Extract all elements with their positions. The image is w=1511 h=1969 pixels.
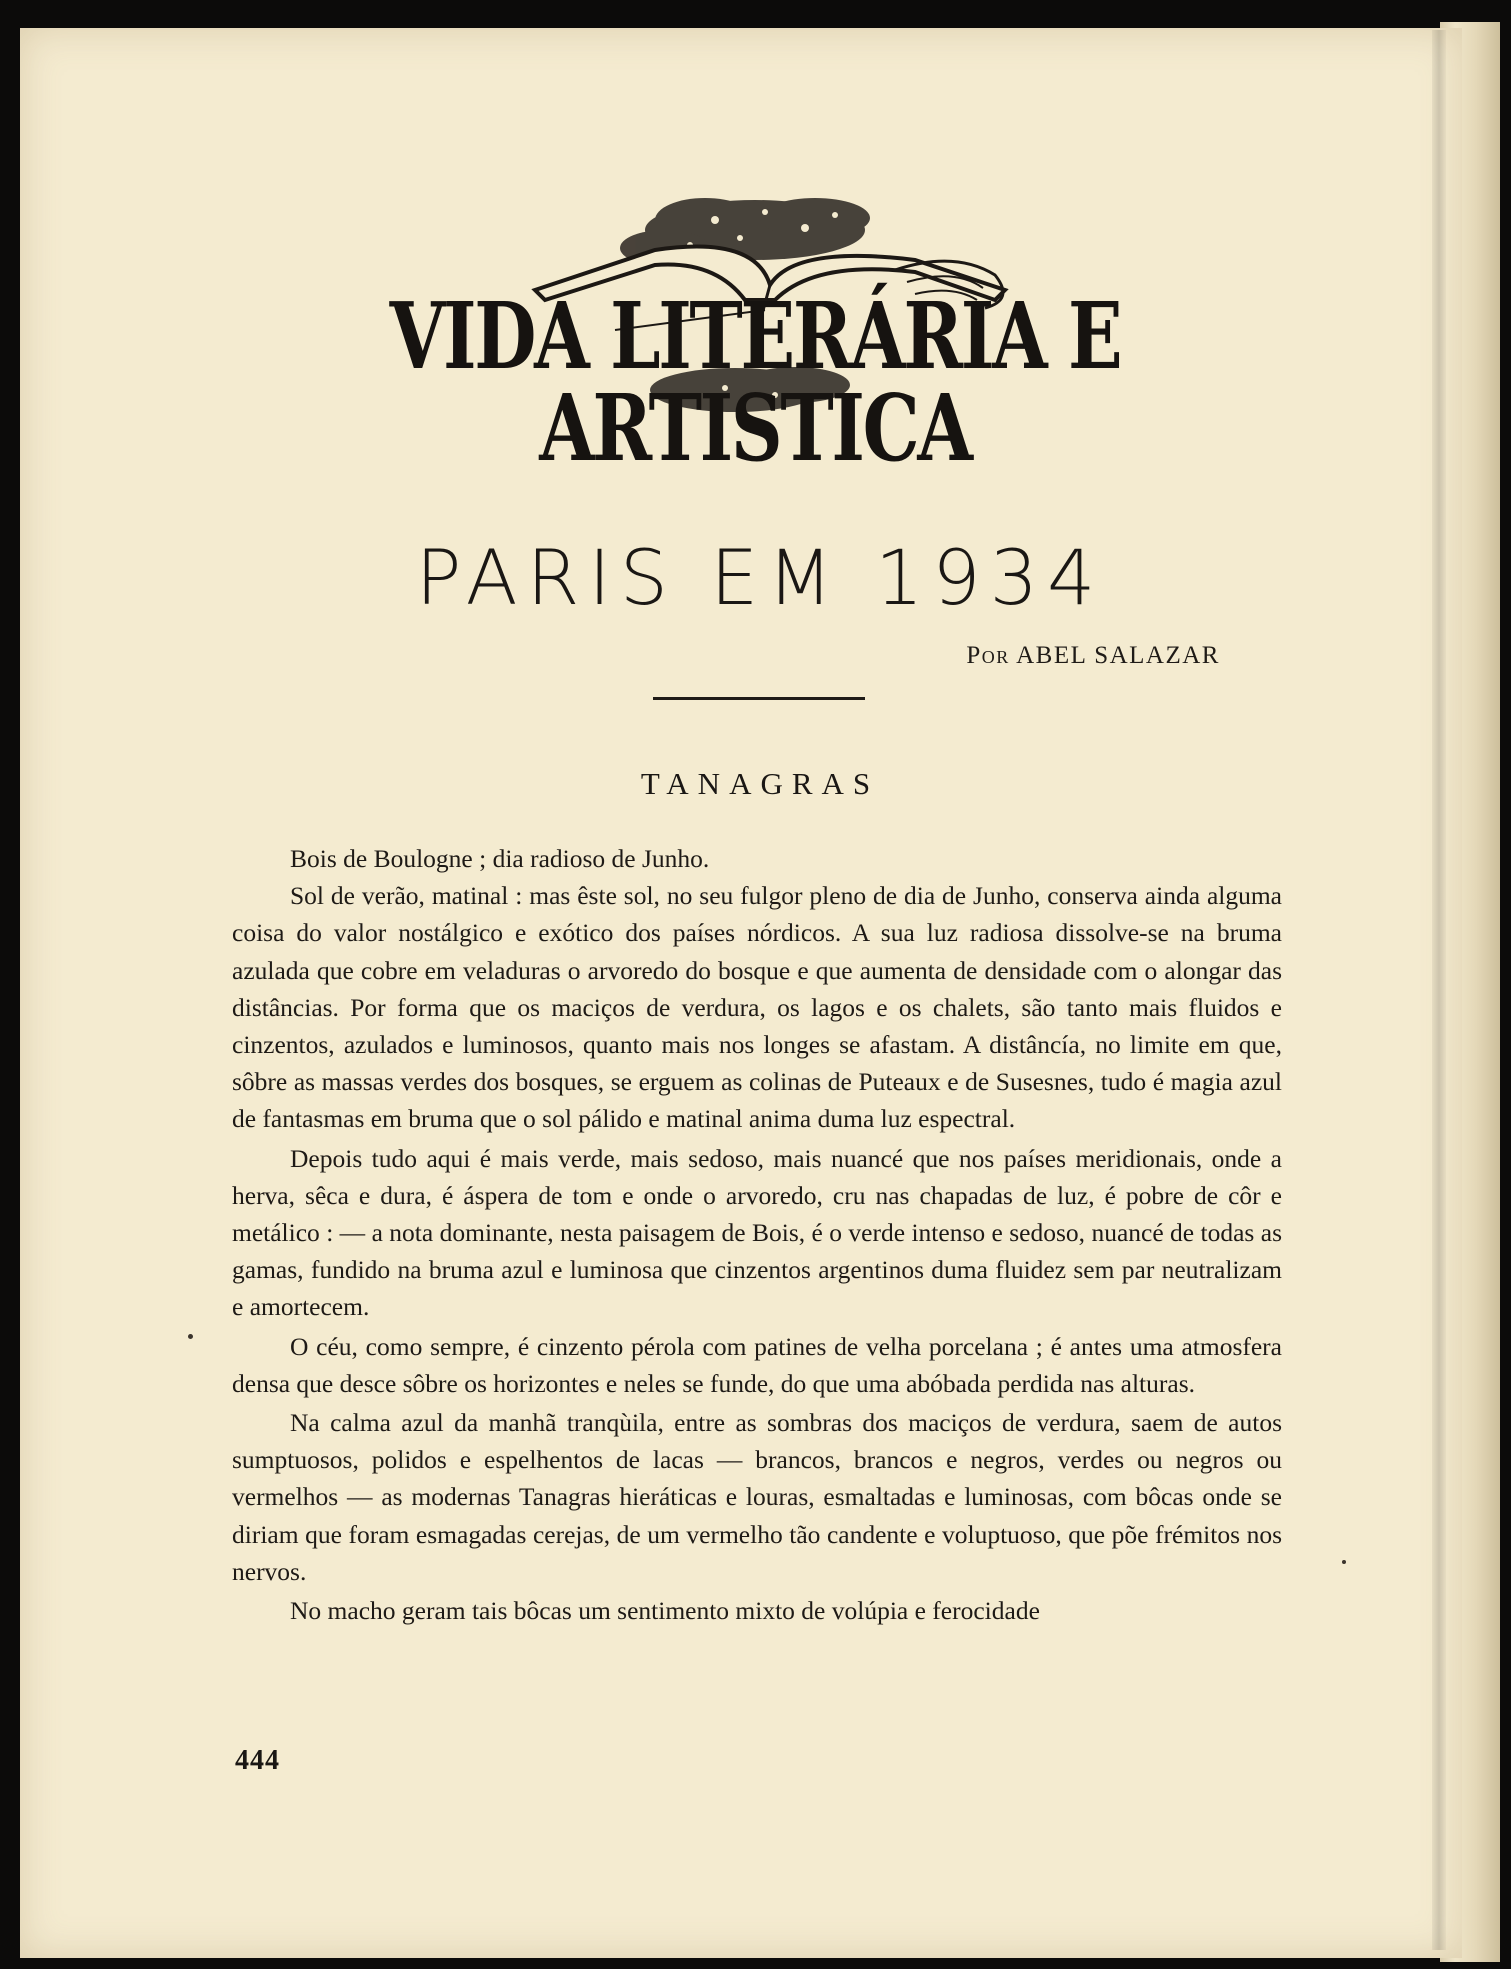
paragraph: Depois tudo aqui é mais verde, mais sedoso, mais nuancé que nos países meridionais, onde a herva, sêca e dura, é áspera de tom e onde o arvoredo, cru nas chapadas de luz, é pobre de côr e metálico : — a nota dominante, nesta paisagem de Bois, é o verde intenso e sedoso, nuancé de todas as gamas, fundido na bruma azul e luminosa que cinzentos argentinos duma fluidez sem par neutralizam e amortecem. bbox=[232, 1143, 1282, 1322]
paragraph: Sol de verão, matinal : mas êste sol, no seu fulgor pleno de dia de Junho, conserva ainda alguma coisa do valor nostálgico e exótico dos países nórdicos. A sua luz radiosa dissolve-se na bruma azulada que cobre em veladuras o arvoredo do bosque e que aumenta de densidade com o alongar das distâncias. Por forma que os maciços de verdura, os lagos e os chalets, são tanto mais fluidos e cinzentos, azulados e luminosos, quanto mais nos longes se afastam. A distâncía, no limite em que, sôbre as massas verdes dos bosques, se erguem as colinas de Puteaux e de Susesnes, tudo é magia azul de fantasmas em bruma que o sol pálido e matinal anima duma luz espectral. bbox=[232, 881, 1282, 1134]
banner-title: VIDA LITERÁRIA E ARTISTICA bbox=[389, 282, 1121, 482]
section-heading: TANAGRAS bbox=[640, 766, 880, 801]
article-title: PARIS EM 1934 bbox=[415, 533, 1105, 622]
title-divider bbox=[653, 697, 865, 700]
ink-speck bbox=[188, 1334, 193, 1339]
ink-speck bbox=[1342, 1560, 1346, 1564]
page-gutter bbox=[1432, 30, 1446, 1950]
paragraph: O céu, como sempre, é cinzento pérola com patines de velha porcelana ; é antes uma atmosfera densa que desce sôbre os horizontes e neles se funde, do que uma abóbada perdida nas alturas. bbox=[232, 1331, 1282, 1398]
page-number: 444 bbox=[235, 1745, 280, 1776]
byline bbox=[850, 642, 1220, 670]
article-body bbox=[232, 840, 1282, 1631]
section-banner bbox=[235, 190, 1275, 482]
paragraph: Na calma azul da manhã tranqùila, entre as sombras dos maciços de verdura, saem de autos sumptuosos, polidos e espelhentos de lacas — brancos, brancos e negros, verdes ou negros ou vermelhos — as modernas Tanagras hieráticas e louras, esmaltadas e luminosas, com bôcas onde se diriam que foram esmagadas cerejas, de um vermelho tão candente e voluptuoso, que põe frémitos nos nervos. bbox=[232, 1408, 1282, 1586]
author-name: ABEL SALAZAR bbox=[1016, 642, 1220, 669]
paragraph: No macho geram tais bôcas um sentimento mixto de volúpia e ferocidade bbox=[290, 1596, 1040, 1626]
paragraph: Bois de Boulogne ; dia radioso de Junho. bbox=[290, 844, 710, 873]
byline-prefix: Por bbox=[966, 642, 1010, 669]
